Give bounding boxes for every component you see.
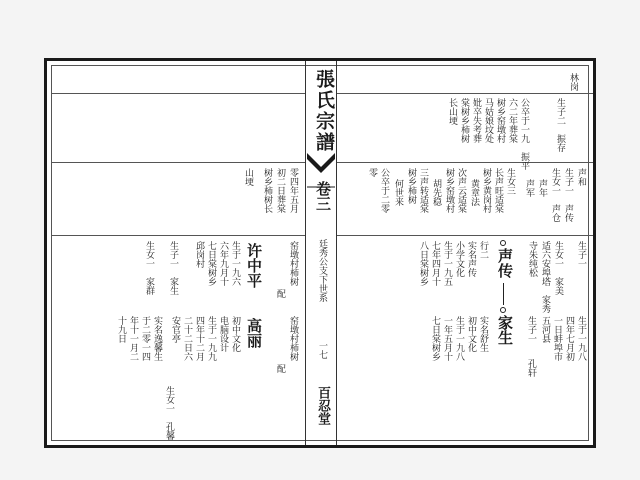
lineage-connector	[503, 283, 504, 305]
entry-text: 山埂	[243, 168, 253, 186]
entry-text: 一日蚌埠市	[552, 316, 562, 361]
entry-text: 窑墩村柿树	[288, 241, 298, 286]
entry-text: 次声云适棠	[456, 168, 466, 213]
lineage-node	[500, 307, 506, 313]
entry-text: 于二零一四	[140, 316, 150, 361]
person-name-jiasheng: 家生	[496, 315, 514, 345]
entry-text: 生于一九五	[442, 241, 452, 286]
entry-text: 零	[367, 168, 377, 177]
entry-text: 声军	[524, 179, 534, 197]
entry-text: 生子一	[576, 241, 586, 268]
rule-low-right	[337, 235, 594, 236]
volume-label: 卷三	[314, 181, 332, 211]
entry-text: 树乡窑墩村	[444, 168, 454, 213]
entry-text: 树乡黄岗村	[481, 168, 491, 213]
entry-text: 生于一九六	[230, 241, 240, 286]
entry-text: 公卒于一九 振平	[519, 98, 529, 170]
entry-text: 生子一 声传	[563, 168, 573, 222]
entry-text: 生女一 家美	[553, 241, 563, 295]
entry-text: 行二	[478, 241, 488, 259]
entry-text: 实名舒生	[478, 316, 488, 352]
person-name-shengchuan: 声传	[496, 248, 514, 278]
entry-text: 生于一九九	[206, 316, 216, 361]
entry-text: 年十一月二	[128, 316, 138, 361]
entry-text: 生子二 振存	[555, 98, 565, 152]
entry-text: 零四年五月	[288, 168, 298, 213]
entry-text: 七日棠树乡	[206, 241, 216, 286]
entry-text: 棠树乡柿树	[459, 98, 469, 143]
entry-text: 生于一九八	[454, 316, 464, 361]
entry-text: 妣卒失考葬	[471, 98, 481, 143]
entry-text: 六年九月十	[218, 241, 228, 286]
entry-text: 长声旺适棠	[493, 168, 503, 213]
entry-text: 生女一 孔馨	[164, 386, 174, 440]
entry-text: 马姑娘坟处	[483, 98, 493, 143]
entry-text: 生女一 家群	[144, 241, 154, 295]
entry-text: 生女三	[505, 168, 515, 195]
entry-text: 生于一九八	[576, 316, 586, 361]
rule-low-left	[52, 235, 305, 236]
rule-mid-right	[337, 162, 594, 163]
rule-top-right	[337, 93, 594, 94]
entry-text: 实名声传	[466, 241, 476, 277]
entry-text: 树乡窑墩村	[495, 98, 505, 143]
entry-text: 初中文化	[230, 316, 240, 352]
entry-text: 电脑设计	[218, 316, 228, 352]
entry-text: 配	[275, 289, 285, 298]
entry-text: 一年五月十	[442, 316, 452, 361]
rule-top-left	[52, 93, 305, 94]
hall-name: 百忍堂	[315, 386, 330, 425]
entry-text: 五河县	[540, 316, 550, 343]
entry-text: 声和	[576, 168, 586, 186]
person-name-xuzhongping: 许中平	[245, 243, 263, 288]
entry-text: 生子一 家生	[168, 241, 178, 295]
entry-text: 三声转适棠	[418, 168, 428, 213]
entry-text: 六二年葬棠	[507, 98, 517, 143]
entry-text: 生女一 声仓	[550, 168, 560, 222]
book-spine	[305, 61, 337, 445]
entry-text: 声年	[537, 179, 547, 197]
entry-text: 四年七月初	[564, 316, 574, 361]
entry-text: 何世来	[393, 179, 403, 206]
entry-text: 胡先稳	[431, 179, 441, 206]
entry-text: 十九日	[116, 316, 126, 343]
entry-text: 初二日葬棠	[275, 168, 285, 213]
branch-label: 廷秀公支下世系	[317, 239, 327, 302]
genealogy-page	[44, 58, 596, 448]
entry-text: 孔轩	[526, 359, 536, 377]
entry-text: 二十二日六	[182, 316, 192, 361]
entry-text: 树乡柿树长	[262, 168, 272, 213]
entry-text: 窑墩村柿树	[288, 316, 298, 361]
entry-text: 适六安埠塔 家秀	[540, 241, 550, 313]
entry-text: 七日棠树乡	[430, 316, 440, 361]
entry-text: 初中文化	[466, 316, 476, 352]
entry-text: 寺朱纯松	[527, 241, 537, 277]
rule-mid-left	[52, 162, 305, 163]
entry-text: 实名逸馨生	[152, 316, 162, 361]
entry-text: 长山埂	[447, 98, 457, 125]
entry-text: 林岗	[568, 73, 578, 91]
entry-text: 公卒于二零	[379, 168, 389, 213]
book-title: 張氏宗譜	[313, 69, 335, 153]
entry-text: 邱岗村	[194, 241, 204, 268]
person-name-gaoli: 高丽	[245, 318, 263, 348]
entry-text: 配	[275, 364, 285, 373]
entry-text: 小学文化	[454, 241, 464, 277]
entry-text: 黄章法	[469, 179, 479, 206]
entry-text: 树乡柿树	[406, 168, 416, 204]
lineage-node	[500, 240, 506, 246]
entry-text: 四年十二月	[194, 316, 204, 361]
entry-text: 七年四月十	[430, 241, 440, 286]
entry-text: 生子一	[526, 316, 536, 343]
page-number: 一七	[317, 341, 327, 359]
entry-text: 八日棠树乡	[418, 241, 428, 286]
entry-text: 安官亭	[170, 316, 180, 343]
